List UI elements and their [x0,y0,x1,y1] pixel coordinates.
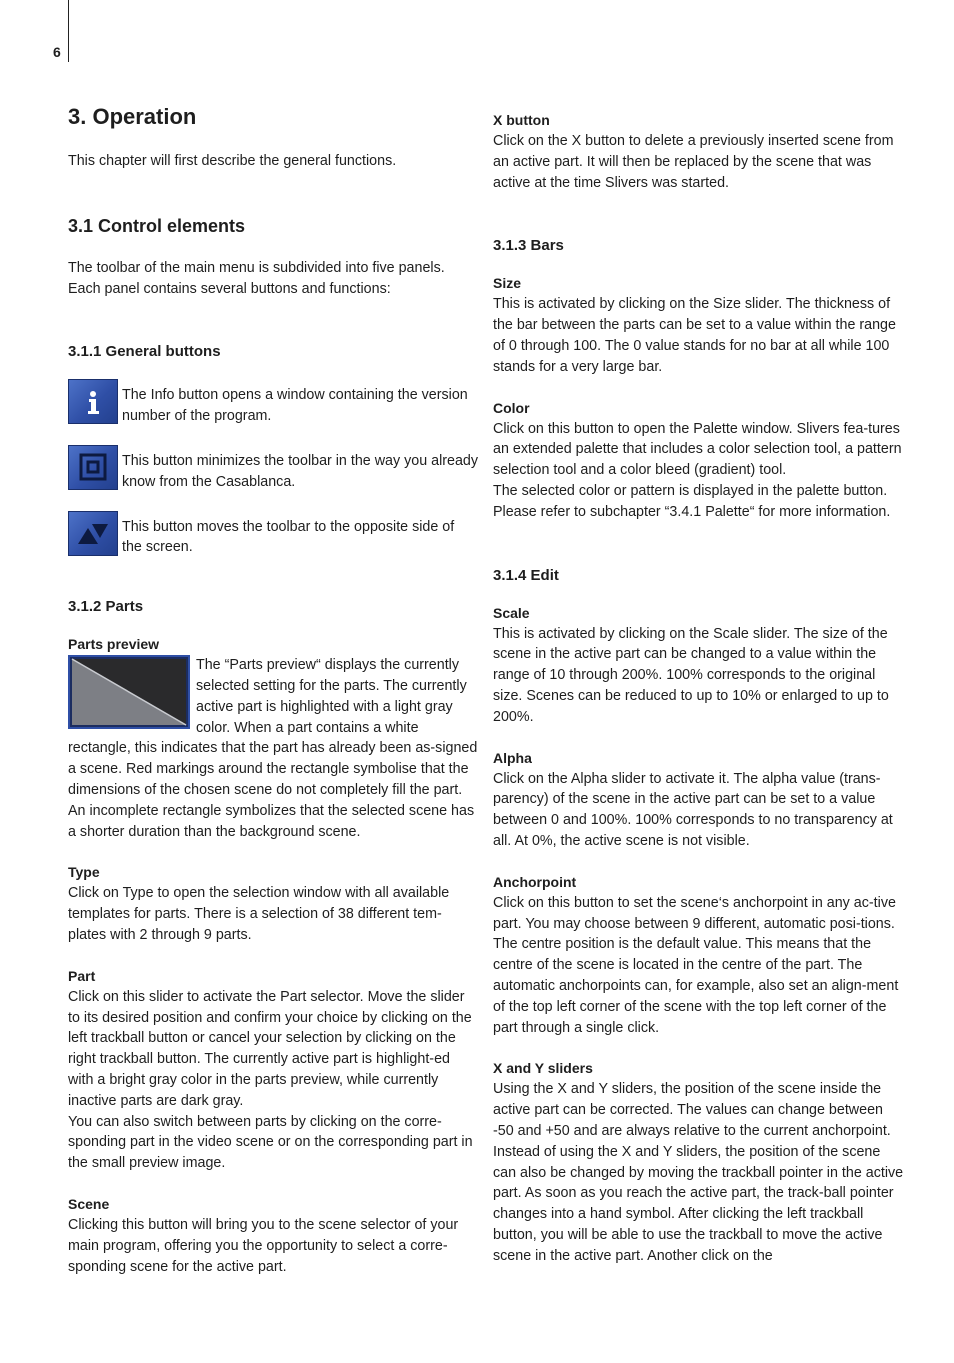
parts-preview-image [68,655,190,729]
size-text: This is activated by clicking on the Size slider. The thickness of the bar between the parts can be set to a value within the range of 0 through 100. The 0 value stands for no bar at all while 100 stands for a very large bar. [493,296,896,375]
parts-preview-block [68,655,478,842]
info-icon[interactable] [68,379,118,424]
minimize-button-text: This button minimizes the toolbar in the way you already know from the Casablanca. [122,452,479,490]
part-text-2: You can also switch between parts by clicking on the corre-sponding part in the video scene or on the corresponding part in the small preview image. [68,1113,473,1172]
left-column [68,103,478,1277]
page-rule [68,0,69,62]
parts-preview-title: Parts preview [68,636,160,653]
info-button-row [68,379,478,427]
info-button-text: The Info button opens a window containing the version number of the program. [122,387,468,425]
move-toolbar-button-row [68,511,478,559]
alpha-text: Click on the Alpha slider to activate it. The alpha value (trans-parency) of the scene in the active part can be set to a value between 0 and 100%. 100% corresponds to no transparency at all. At 0%, the active scene is not visible. [493,770,893,849]
move-toolbar-icon[interactable] [68,511,118,556]
minimize-icon[interactable] [68,445,118,490]
alpha-title: Alpha [493,749,532,766]
xy-sliders-text: Using the X and Y sliders, the position of the scene inside the active part can be corrected. The values can change between -50 and +50 and are always relative to the current anchorpoint. Instead of using the X and Y sliders, the position of the scene can also be changed by moving the trackball pointer in the active part. As soon as you reach the active part, the track-ball pointer changes into a hand symbol. After clicking the left trackball button, you will be able to use the trackball to move the active scene in the active part. Another click on the [493,1081,904,1264]
page-number: 6 [53,44,61,60]
chapter-title: 3. Operation [68,104,197,129]
color-text-2: The selected color or pattern is displayed in the palette button. Please refer to subchapter “3.4.1 Palette“ for more information. [493,482,891,520]
x-button-text: Click on the X button to delete a previously inserted scene from an active part. It will then be replaced by the scene that was active at the time Slivers was started. [493,133,894,191]
parts-preview-text: The “Parts preview“ displays the currently selected setting for the parts. The currently active part is highlighted with a light gray color. When a part contains a white rectangle, this indicates that the part has already been as-signed a scene. Red markings around the rectangle symbolise that the dimensions of the chosen scene do not completely fill the part. An incomplete rectangle symbolizes that the selected scene has a shorter duration than the background scene. [68,657,478,840]
part-text: Click on this slider to activate the Part selector. Move the slider to its desired position and confirm your choice by clicking on the left trackball button or cancel your selection by clicking on the right trackball button. The currently active part is highlight-ed with a bright gray color in the parts preview, while currently inactive parts are dark gray. [68,988,472,1109]
general-buttons-heading: 3.1.1 General buttons [68,343,221,361]
color-text: Click on this button to open the Palette window. Slivers fea-tures an extended palette that includes a color selection tool, a pattern selection tool and a color bleed (gradient) tool. [493,420,902,479]
parts-heading: 3.1.2 Parts [68,598,144,616]
type-text: Click on Type to open the selection window with all available templates for parts. There is a selection of 38 different tem-plates with 2 through 9 parts. [68,885,450,943]
scale-text: This is activated by clicking on the Scale slider. The size of the scene in the active part can be changed to a value within the range of 10 through 200%. 100% corresponds to the original size. Scenes can be reduced to up to 10% or enlarged to up to 200%. [493,625,889,725]
anchorpoint-title: Anchorpoint [493,873,577,890]
right-column [493,110,905,1266]
control-elements-heading: 3.1 Control elements [68,215,246,236]
control-elements-text: The toolbar of the main menu is subdivided into five panels. Each panel contains several buttons and functions: [68,259,445,297]
minimize-button-row [68,445,478,493]
x-button-title: X button [493,112,550,128]
anchorpoint-text: Click on this button to set the scene‘s anchorpoint in any ac-tive part. You may choose between 9 different, automatic posi-tions. The centre position is the default value. This means that the centre of the scene is located in the centre of the part. The automatic anchorpoints can, for example, also set an align-ment of the top left corner of the scene with the top left corner of the part through a single click. [493,894,899,1036]
scene-title: Scene [68,1195,110,1212]
scene-text: Clicking this button will bring you to the scene selector of your main program, offering you the opportunity to select a corre-sponding scene for the active part. [68,1216,459,1275]
move-toolbar-button-text: This button moves the toolbar to the opposite side of the screen. [122,518,455,556]
size-title: Size [493,275,522,292]
type-title: Type [68,864,100,881]
part-title: Part [68,967,96,984]
chapter-intro: This chapter will first describe the general functions. [68,153,397,169]
xy-sliders-title: X and Y sliders [493,1060,593,1077]
scale-title: Scale [493,604,530,621]
color-title: Color [493,399,530,416]
bars-heading: 3.1.3 Bars [493,237,564,255]
edit-heading: 3.1.4 Edit [493,566,559,584]
